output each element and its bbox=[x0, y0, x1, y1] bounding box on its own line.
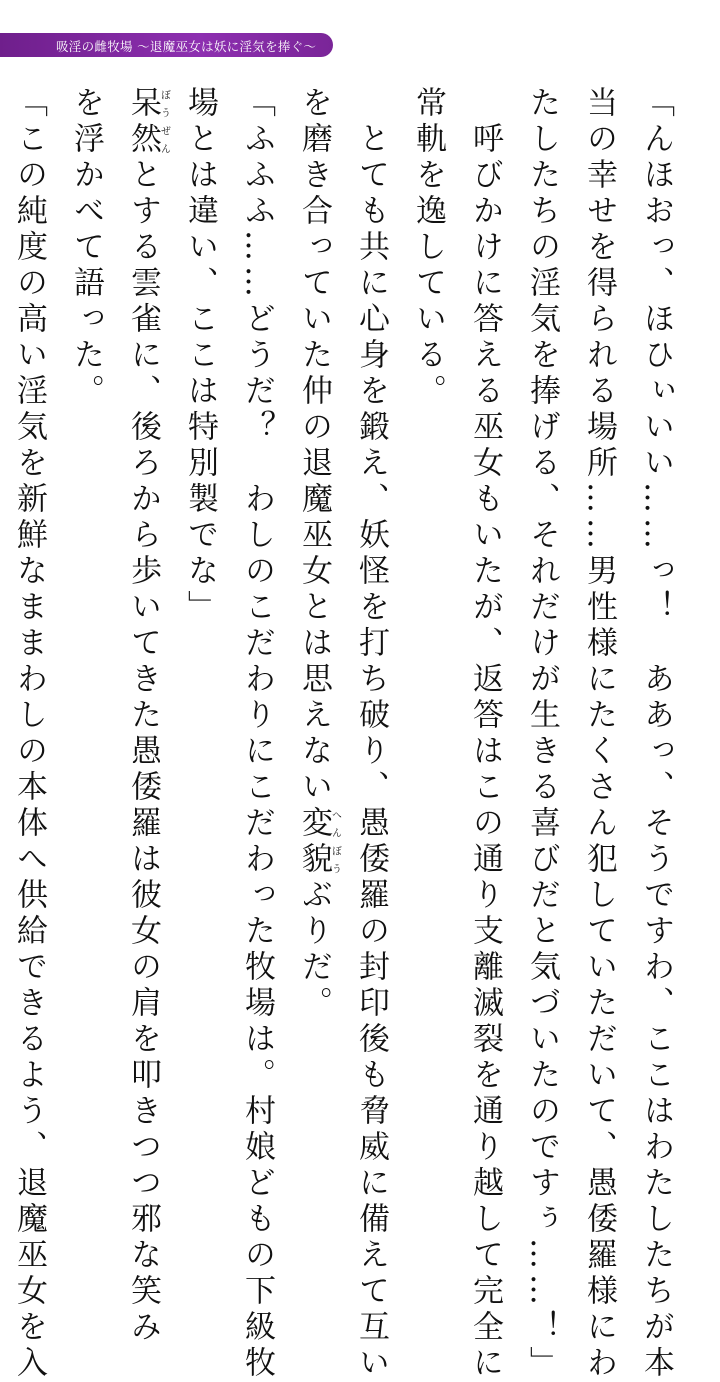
ruby-base: 変貌 bbox=[296, 806, 332, 878]
text-segment: ぶりだ。 bbox=[296, 878, 332, 1022]
text-line: 常軌を逸している。 bbox=[410, 86, 446, 410]
chapter-banner bbox=[0, 33, 333, 57]
chapter-title bbox=[56, 37, 316, 55]
text-line: 「この純度の高い淫気を新鮮なままわしの本体へ供給できるよう、退魔巫女を入 bbox=[11, 86, 47, 1382]
ruby-base: 呆然 bbox=[125, 86, 161, 158]
book-subtitle: ～退魔巫女は妖に淫気を捧ぐ～ bbox=[137, 39, 317, 54]
book-title: 吸淫の雌牧場 bbox=[56, 39, 133, 54]
ruby-reading: へんぼう bbox=[329, 806, 341, 878]
text-line: を浮かべて語った。 bbox=[68, 86, 104, 410]
ruby-reading: ぼうぜん bbox=[158, 86, 170, 158]
text-segment: を磨き合っていた仲の退魔巫女とは思えない bbox=[296, 86, 332, 806]
text-line: たしたちの淫気を捧げる、それだけが生きる喜びだと気づいたのですぅ……！」 bbox=[524, 86, 560, 1382]
text-line: 当の幸せを得られる場所……男性様にたくさん犯していただいて、愚倭羅様にわ bbox=[581, 86, 617, 1382]
text-line-with-ruby bbox=[114, 86, 171, 1346]
text-line: 場とは違い、ここは特別製でな」 bbox=[182, 86, 218, 626]
text-line-with-ruby bbox=[285, 86, 342, 1022]
text-line: 「んほおっ、ほひぃいい……っ！ ああっ、そうですわ、ここはわたしたちが本 bbox=[638, 86, 674, 1382]
text-line: 「ふふふ……どうだ？ わしのこだわりにこだわった牧場は。村娘どもの下級牧 bbox=[239, 86, 275, 1382]
text-segment: とする雲雀に、後ろから歩いてきた愚倭羅は彼女の肩を叩きつつ邪な笑み bbox=[125, 158, 161, 1346]
ruby-henbou bbox=[296, 806, 341, 878]
ruby-bouzen bbox=[125, 86, 170, 158]
text-line: 呼びかけに答える巫女もいたが、返答はこの通り支離滅裂を通り越して完全に bbox=[467, 86, 503, 1382]
vertical-body-text bbox=[0, 86, 684, 1382]
text-line: とても共に心身を鍛え、妖怪を打ち破り、愚倭羅の封印後も脅威に備えて互い bbox=[353, 86, 389, 1382]
